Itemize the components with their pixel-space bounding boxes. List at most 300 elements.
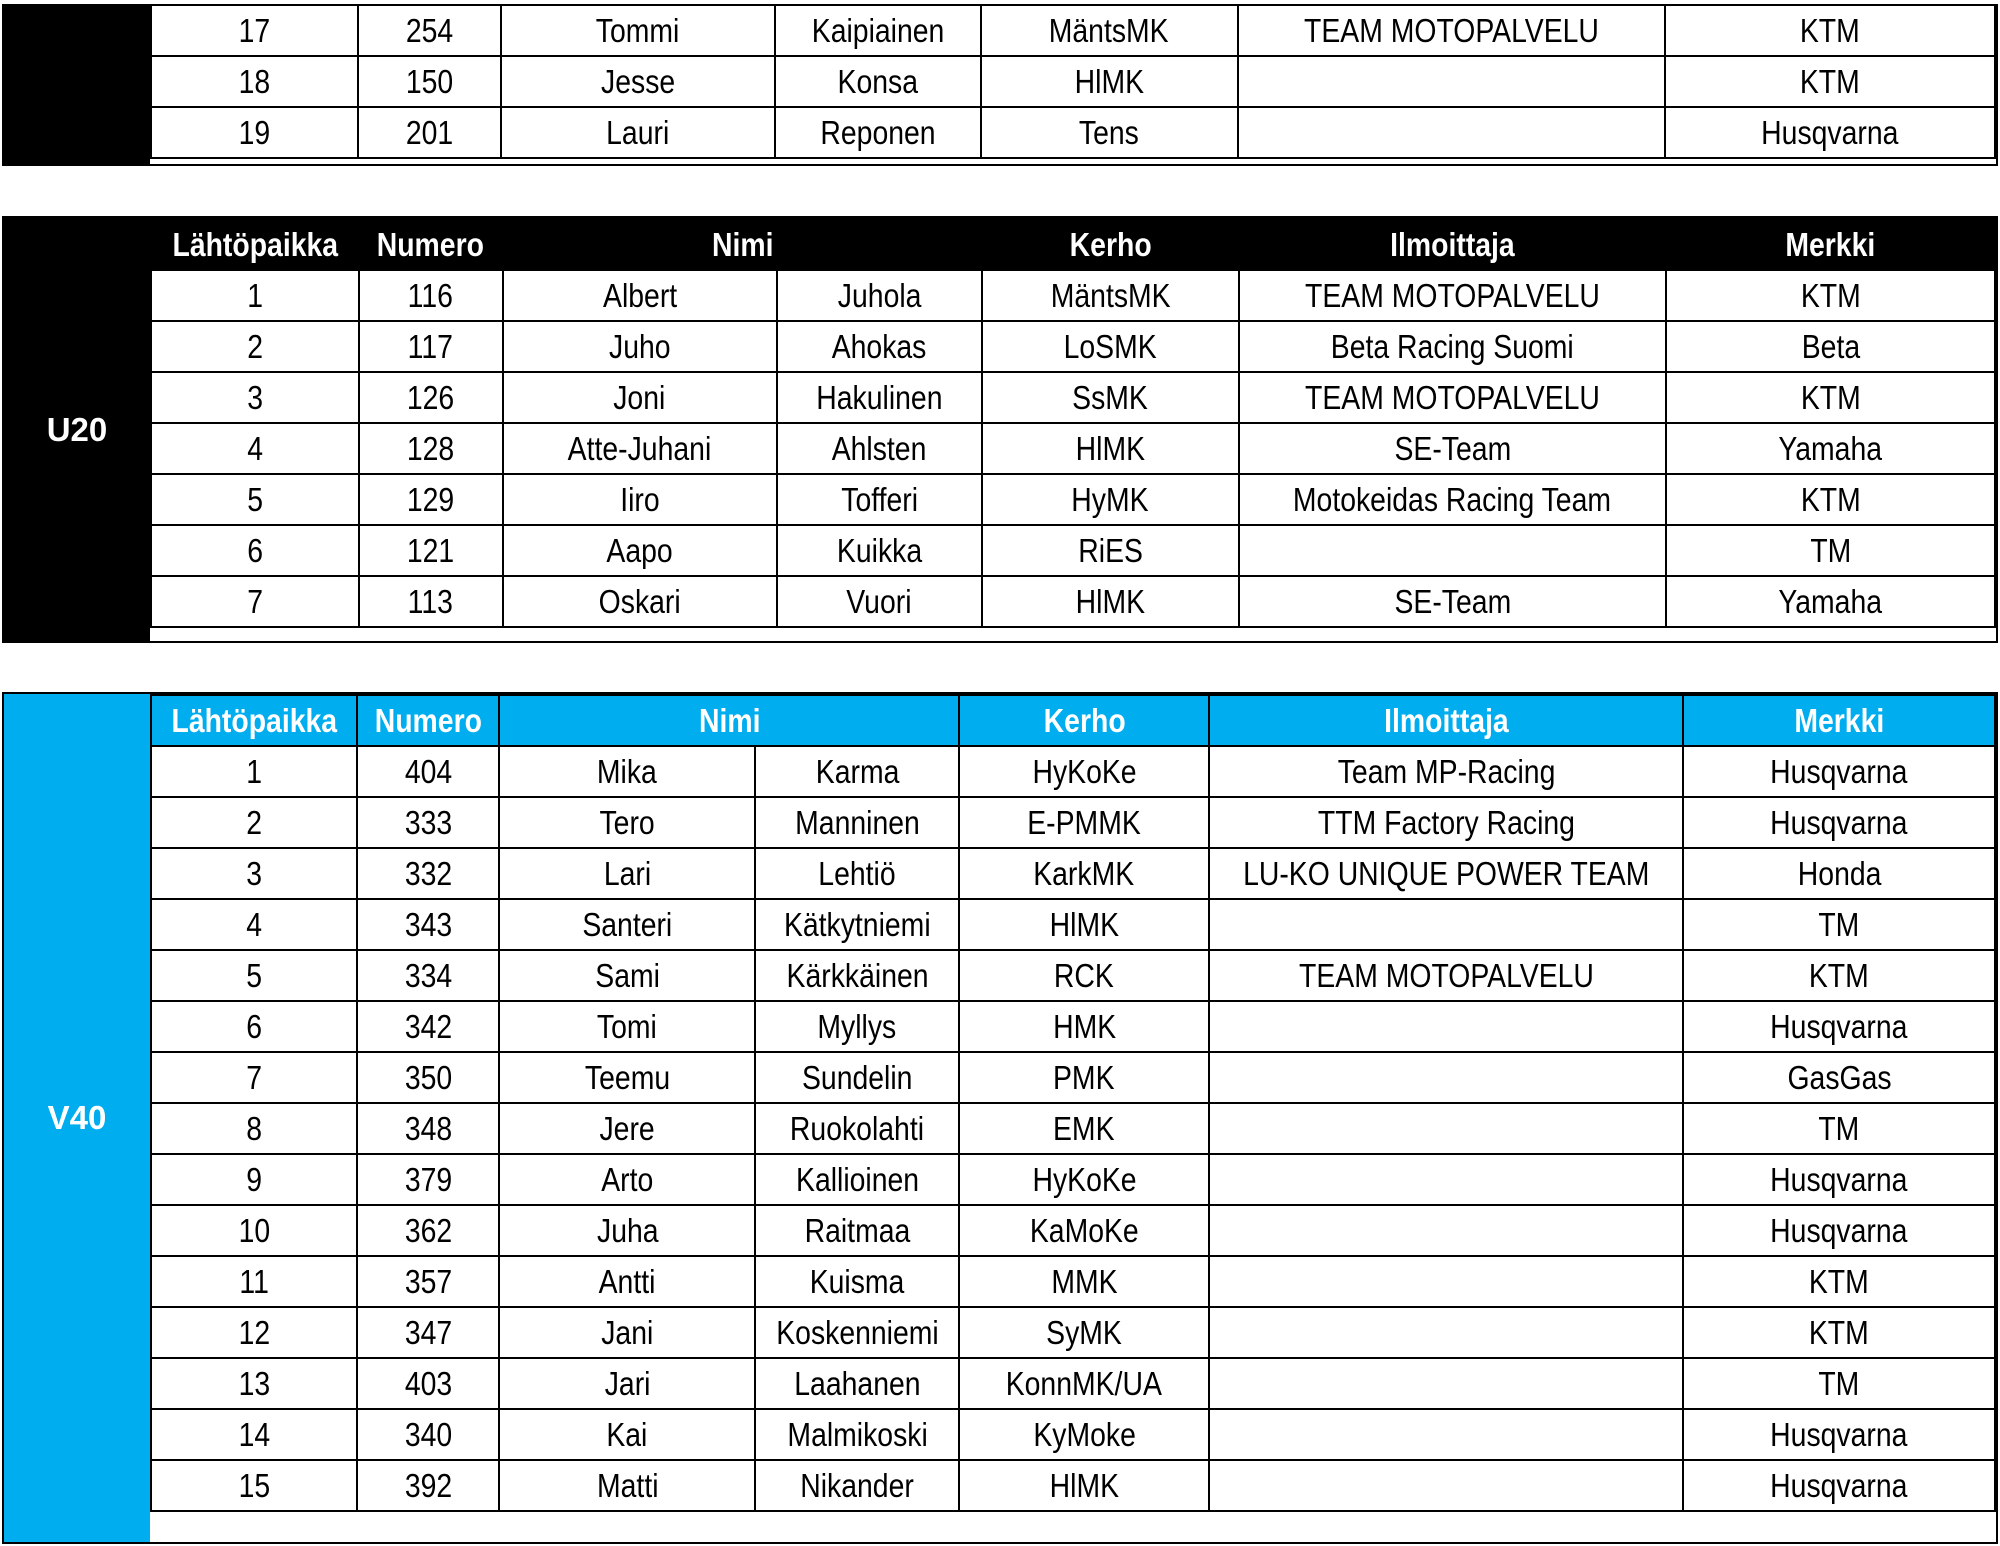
table-row bbox=[151, 5, 1995, 56]
brand-cell bbox=[1666, 423, 1995, 474]
entrant-cell-text: TEAM MOTOPALVELU bbox=[1303, 11, 1599, 49]
entrant-cell-text: LU-KO UNIQUE POWER TEAM bbox=[1242, 854, 1650, 892]
first-name-cell-text: Oskari bbox=[598, 582, 681, 620]
entrant-cell-text: TTM Factory Racing bbox=[1317, 803, 1575, 841]
start-position-cell bbox=[151, 1256, 357, 1307]
first-name-cell-text: Albert bbox=[602, 276, 677, 314]
table-row bbox=[151, 1052, 1995, 1103]
entrant-cell bbox=[1239, 576, 1666, 627]
first-name-cell bbox=[503, 270, 777, 321]
brand-cell bbox=[1683, 1154, 1995, 1205]
first-name-cell-text: Aapo bbox=[606, 531, 673, 569]
start-position-cell bbox=[151, 1460, 357, 1511]
club-cell-text: KarkMK bbox=[1033, 854, 1135, 892]
last-name-cell-text: Tofferi bbox=[840, 480, 918, 518]
last-name-cell-text: Sundelin bbox=[802, 1058, 913, 1096]
last-name-cell-text: Ahokas bbox=[831, 327, 927, 365]
first-name-cell-text: Tommi bbox=[596, 11, 680, 49]
last-name-cell-text: Hakulinen bbox=[816, 378, 943, 416]
club-cell bbox=[959, 746, 1208, 797]
entrant-cell bbox=[1209, 1358, 1683, 1409]
club-cell-text: RCK bbox=[1054, 956, 1115, 994]
brand-cell-text: Husqvarna bbox=[1770, 1466, 1908, 1504]
last-name-cell-text: Kallioinen bbox=[795, 1160, 919, 1198]
header-brand: Merkki bbox=[1666, 219, 1995, 270]
first-name-cell bbox=[503, 321, 777, 372]
rider-number-cell-text: 201 bbox=[405, 113, 454, 151]
rider-number-cell-text: 362 bbox=[404, 1211, 453, 1249]
start-position-cell-text: 17 bbox=[238, 11, 271, 49]
last-name-cell bbox=[755, 950, 959, 1001]
brand-cell bbox=[1665, 56, 1995, 107]
last-name-cell bbox=[777, 576, 982, 627]
u20-results-table bbox=[150, 218, 1996, 628]
first-name-cell-text: Jesse bbox=[600, 62, 676, 100]
rider-number-cell-text: 350 bbox=[404, 1058, 453, 1096]
club-cell bbox=[959, 899, 1208, 950]
table-row bbox=[151, 107, 1995, 158]
brand-cell bbox=[1683, 1205, 1995, 1256]
first-name-cell-text: Jani bbox=[601, 1313, 654, 1351]
club-cell bbox=[981, 56, 1238, 107]
brand-cell-text: Husqvarna bbox=[1770, 1160, 1908, 1198]
rider-number-cell bbox=[357, 1409, 499, 1460]
rider-number-cell-text: 332 bbox=[404, 854, 453, 892]
first-name-cell-text: Joni bbox=[613, 378, 666, 416]
club-cell-text: KonnMK/UA bbox=[1006, 1364, 1163, 1402]
last-name-cell-text: Kärkkäinen bbox=[786, 956, 929, 994]
last-name-cell bbox=[755, 746, 959, 797]
entrant-cell-text: Team MP-Racing bbox=[1337, 752, 1555, 790]
start-position-cell-text: 4 bbox=[246, 905, 263, 943]
entrant-cell-text: TEAM MOTOPALVELU bbox=[1304, 276, 1600, 314]
entrant-cell bbox=[1209, 1103, 1683, 1154]
first-name-cell bbox=[501, 107, 775, 158]
start-position-cell-text: 12 bbox=[238, 1313, 271, 1351]
brand-cell bbox=[1666, 321, 1995, 372]
brand-cell bbox=[1683, 1460, 1995, 1511]
brand-cell-text: TM bbox=[1810, 531, 1852, 569]
brand-cell-text: KTM bbox=[1800, 276, 1861, 314]
brand-cell-text: TM bbox=[1818, 905, 1860, 943]
last-name-cell-text: Lehtiö bbox=[818, 854, 896, 892]
rider-number-cell bbox=[357, 1205, 499, 1256]
first-name-cell bbox=[499, 1409, 755, 1460]
last-name-cell bbox=[755, 1460, 959, 1511]
first-name-cell bbox=[499, 1358, 755, 1409]
brand-cell-text: KTM bbox=[1800, 11, 1861, 49]
table-row bbox=[151, 270, 1995, 321]
brand-cell-text: Husqvarna bbox=[1761, 113, 1899, 151]
last-name-cell bbox=[755, 899, 959, 950]
club-cell-text: EMK bbox=[1053, 1109, 1115, 1147]
top-results-block bbox=[2, 4, 1998, 166]
entrant-cell bbox=[1209, 1256, 1683, 1307]
start-position-cell bbox=[151, 321, 359, 372]
start-position-cell-text: 3 bbox=[247, 378, 263, 416]
entrant-cell bbox=[1209, 899, 1683, 950]
table-row bbox=[151, 848, 1995, 899]
start-position-cell bbox=[151, 107, 358, 158]
first-name-cell bbox=[503, 372, 777, 423]
entrant-cell bbox=[1209, 848, 1683, 899]
club-cell bbox=[981, 5, 1238, 56]
entrant-cell bbox=[1209, 746, 1683, 797]
rider-number-cell-text: 343 bbox=[404, 905, 453, 943]
rider-number-cell bbox=[359, 372, 503, 423]
club-cell bbox=[959, 1256, 1208, 1307]
entrant-cell bbox=[1239, 372, 1666, 423]
start-position-cell-text: 4 bbox=[247, 429, 263, 467]
first-name-cell-text: Tero bbox=[599, 803, 655, 841]
rider-number-cell bbox=[358, 56, 501, 107]
last-name-cell-text: Myllys bbox=[817, 1007, 897, 1045]
brand-cell bbox=[1683, 797, 1995, 848]
brand-cell-text: KTM bbox=[1809, 1262, 1870, 1300]
last-name-cell bbox=[777, 321, 982, 372]
first-name-cell-text: Mika bbox=[597, 752, 658, 790]
first-name-cell bbox=[499, 797, 755, 848]
brand-cell bbox=[1683, 1307, 1995, 1358]
start-position-cell bbox=[151, 1205, 357, 1256]
start-position-cell-text: 10 bbox=[238, 1211, 271, 1249]
start-position-cell-text: 18 bbox=[238, 62, 271, 100]
brand-cell bbox=[1683, 848, 1995, 899]
last-name-cell-text: Kaipiainen bbox=[811, 11, 945, 49]
start-position-cell-text: 3 bbox=[246, 854, 263, 892]
club-cell bbox=[981, 107, 1238, 158]
club-cell bbox=[982, 474, 1239, 525]
club-cell bbox=[959, 1052, 1208, 1103]
start-position-cell-text: 1 bbox=[247, 276, 263, 314]
first-name-cell-text: Juho bbox=[608, 327, 671, 365]
brand-cell bbox=[1666, 372, 1995, 423]
club-cell-text: HyKoKe bbox=[1032, 752, 1137, 790]
start-position-cell bbox=[151, 1358, 357, 1409]
header-entrant: Ilmoittaja bbox=[1239, 219, 1666, 270]
entrant-cell bbox=[1239, 423, 1666, 474]
last-name-cell bbox=[775, 56, 981, 107]
table-row bbox=[151, 1001, 1995, 1052]
last-name-cell bbox=[777, 372, 982, 423]
entrant-cell bbox=[1239, 474, 1666, 525]
rider-number-cell bbox=[357, 899, 499, 950]
start-position-cell-text: 14 bbox=[238, 1415, 271, 1453]
last-name-cell bbox=[775, 5, 981, 56]
first-name-cell-text: Jari bbox=[604, 1364, 651, 1402]
u20-class-label: U20 bbox=[4, 218, 150, 641]
rider-number-cell-text: 334 bbox=[404, 956, 453, 994]
top-table-body bbox=[151, 5, 1995, 158]
brand-cell-text: Husqvarna bbox=[1770, 752, 1908, 790]
brand-cell-text: KTM bbox=[1800, 378, 1861, 416]
last-name-cell bbox=[755, 1358, 959, 1409]
last-name-cell-text: Reponen bbox=[820, 113, 936, 151]
start-position-cell bbox=[151, 746, 357, 797]
first-name-cell-text: Lari bbox=[603, 854, 651, 892]
first-name-cell bbox=[499, 746, 755, 797]
rider-number-cell bbox=[359, 474, 503, 525]
rider-number-cell-text: 117 bbox=[408, 327, 454, 365]
last-name-cell bbox=[755, 1409, 959, 1460]
table-row bbox=[151, 1460, 1995, 1511]
first-name-cell bbox=[499, 1307, 755, 1358]
brand-cell-text: Yamaha bbox=[1778, 429, 1883, 467]
start-position-cell bbox=[151, 525, 359, 576]
last-name-cell bbox=[755, 848, 959, 899]
rider-number-cell bbox=[357, 797, 499, 848]
first-name-cell bbox=[503, 525, 777, 576]
brand-cell-text: Husqvarna bbox=[1770, 1415, 1908, 1453]
start-position-cell-text: 9 bbox=[246, 1160, 263, 1198]
brand-cell-text: KTM bbox=[1800, 62, 1861, 100]
brand-cell bbox=[1683, 1052, 1995, 1103]
first-name-cell-text: Sami bbox=[594, 956, 660, 994]
last-name-cell bbox=[755, 1307, 959, 1358]
first-name-cell-text: Kai bbox=[606, 1415, 648, 1453]
first-name-cell-text: Lauri bbox=[606, 113, 670, 151]
club-cell-text: MäntsMK bbox=[1049, 11, 1170, 49]
last-name-cell-text: Raitmaa bbox=[804, 1211, 911, 1249]
club-cell bbox=[982, 270, 1239, 321]
last-name-cell bbox=[775, 107, 981, 158]
start-position-cell bbox=[151, 1001, 357, 1052]
first-name-cell bbox=[499, 899, 755, 950]
rider-number-cell-text: 347 bbox=[404, 1313, 453, 1351]
club-cell-text: HyMK bbox=[1071, 480, 1149, 518]
club-cell-text: HMK bbox=[1052, 1007, 1116, 1045]
rider-number-cell-text: 128 bbox=[407, 429, 455, 467]
top-block-side-label bbox=[4, 4, 150, 164]
brand-cell bbox=[1666, 576, 1995, 627]
club-cell bbox=[959, 848, 1208, 899]
first-name-cell bbox=[499, 1103, 755, 1154]
club-cell bbox=[959, 1154, 1208, 1205]
header-entrant: Ilmoittaja bbox=[1209, 695, 1683, 746]
brand-cell bbox=[1683, 1409, 1995, 1460]
start-position-cell-text: 5 bbox=[246, 956, 263, 994]
first-name-cell-text: Tomi bbox=[597, 1007, 658, 1045]
club-cell-text: HlMK bbox=[1049, 1466, 1119, 1504]
first-name-cell bbox=[499, 950, 755, 1001]
rider-number-cell bbox=[357, 1154, 499, 1205]
brand-cell-text: Husqvarna bbox=[1770, 803, 1908, 841]
last-name-cell-text: Vuori bbox=[846, 582, 912, 620]
first-name-cell bbox=[499, 1001, 755, 1052]
first-name-cell-text: Santeri bbox=[582, 905, 673, 943]
u20-header-row bbox=[151, 219, 1995, 270]
start-position-cell-text: 8 bbox=[246, 1109, 263, 1147]
first-name-cell bbox=[499, 1154, 755, 1205]
entrant-cell-text: SE-Team bbox=[1394, 582, 1511, 620]
last-name-cell-text: Kätkytniemi bbox=[783, 905, 931, 943]
brand-cell bbox=[1666, 474, 1995, 525]
start-position-cell-text: 11 bbox=[239, 1262, 269, 1300]
table-row bbox=[151, 423, 1995, 474]
rider-number-cell bbox=[357, 1307, 499, 1358]
club-cell-text: HlMK bbox=[1049, 905, 1119, 943]
last-name-cell-text: Kuikka bbox=[836, 531, 922, 569]
start-position-cell bbox=[151, 950, 357, 1001]
club-cell bbox=[959, 1103, 1208, 1154]
brand-cell bbox=[1683, 950, 1995, 1001]
club-cell-text: HlMK bbox=[1075, 582, 1146, 620]
brand-cell bbox=[1666, 525, 1995, 576]
last-name-cell-text: Nikander bbox=[800, 1466, 915, 1504]
brand-cell-text: KTM bbox=[1809, 1313, 1870, 1351]
first-name-cell bbox=[503, 474, 777, 525]
table-row bbox=[151, 1205, 1995, 1256]
start-position-cell bbox=[151, 848, 357, 899]
last-name-cell-text: Laahanen bbox=[794, 1364, 921, 1402]
first-name-cell-text: Arto bbox=[601, 1160, 654, 1198]
club-cell bbox=[959, 1409, 1208, 1460]
last-name-cell bbox=[777, 525, 982, 576]
club-cell-text: HlMK bbox=[1075, 429, 1146, 467]
rider-number-cell-text: 357 bbox=[404, 1262, 453, 1300]
rider-number-cell-text: 254 bbox=[405, 11, 454, 49]
start-position-cell bbox=[151, 1307, 357, 1358]
entrant-cell bbox=[1209, 1052, 1683, 1103]
rider-number-cell bbox=[357, 1256, 499, 1307]
table-row bbox=[151, 746, 1995, 797]
first-name-cell-text: Iiro bbox=[619, 480, 660, 518]
brand-cell bbox=[1683, 1001, 1995, 1052]
rider-number-cell bbox=[357, 950, 499, 1001]
entrant-cell bbox=[1239, 321, 1666, 372]
brand-cell-text: Husqvarna bbox=[1770, 1211, 1908, 1249]
club-cell bbox=[959, 1358, 1208, 1409]
v40-table-body bbox=[151, 746, 1995, 1511]
v40-class-block bbox=[2, 692, 1998, 1544]
v40-class-label: V40 bbox=[4, 694, 150, 1542]
rider-number-cell bbox=[357, 1052, 499, 1103]
start-position-cell-text: 6 bbox=[246, 1007, 263, 1045]
rider-number-cell-text: 150 bbox=[405, 62, 454, 100]
table-row bbox=[151, 56, 1995, 107]
start-position-cell bbox=[151, 1154, 357, 1205]
start-position-cell bbox=[151, 899, 357, 950]
club-cell-text: Tens bbox=[1079, 113, 1140, 151]
entrant-cell bbox=[1238, 56, 1665, 107]
last-name-cell bbox=[777, 270, 982, 321]
rider-number-cell bbox=[359, 576, 503, 627]
start-position-cell bbox=[151, 1103, 357, 1154]
start-position-cell bbox=[151, 270, 359, 321]
brand-cell-text: Yamaha bbox=[1778, 582, 1883, 620]
rider-number-cell-text: 392 bbox=[404, 1466, 453, 1504]
last-name-cell-text: Malmikoski bbox=[787, 1415, 928, 1453]
brand-cell bbox=[1683, 1256, 1995, 1307]
brand-cell bbox=[1683, 1103, 1995, 1154]
entrant-cell-text: SE-Team bbox=[1394, 429, 1511, 467]
last-name-cell bbox=[755, 1256, 959, 1307]
start-position-cell bbox=[151, 372, 359, 423]
last-name-cell-text: Ruokolahti bbox=[790, 1109, 925, 1147]
first-name-cell-text: Teemu bbox=[584, 1058, 670, 1096]
first-name-cell-text: Matti bbox=[596, 1466, 659, 1504]
rider-number-cell-text: 404 bbox=[404, 752, 453, 790]
rider-number-cell-text: 342 bbox=[404, 1007, 453, 1045]
rider-number-cell bbox=[359, 270, 503, 321]
last-name-cell-text: Juhola bbox=[837, 276, 922, 314]
club-cell-text: MäntsMK bbox=[1050, 276, 1171, 314]
club-cell-text: KyMoke bbox=[1032, 1415, 1136, 1453]
header-start-position: Lähtöpaikka bbox=[151, 219, 359, 270]
club-cell-text: PMK bbox=[1053, 1058, 1115, 1096]
brand-cell bbox=[1665, 5, 1995, 56]
brand-cell-text: Beta bbox=[1801, 327, 1860, 365]
table-row bbox=[151, 1103, 1995, 1154]
table-row bbox=[151, 1307, 1995, 1358]
header-brand: Merkki bbox=[1683, 695, 1995, 746]
entrant-cell-text: TEAM MOTOPALVELU bbox=[1304, 378, 1600, 416]
entrant-cell bbox=[1209, 950, 1683, 1001]
rider-number-cell bbox=[358, 107, 501, 158]
last-name-cell-text: Konsa bbox=[837, 62, 918, 100]
last-name-cell bbox=[755, 1154, 959, 1205]
club-cell-text: RiES bbox=[1078, 531, 1143, 569]
table-row bbox=[151, 1409, 1995, 1460]
start-position-cell bbox=[151, 1409, 357, 1460]
entrant-cell bbox=[1238, 107, 1665, 158]
club-cell-text: MMK bbox=[1051, 1262, 1118, 1300]
last-name-cell bbox=[755, 1205, 959, 1256]
start-position-cell-text: 7 bbox=[247, 582, 263, 620]
rider-number-cell-text: 113 bbox=[408, 582, 454, 620]
last-name-cell bbox=[755, 1052, 959, 1103]
rider-number-cell-text: 129 bbox=[407, 480, 455, 518]
table-row bbox=[151, 1358, 1995, 1409]
brand-cell bbox=[1683, 1358, 1995, 1409]
club-cell bbox=[982, 423, 1239, 474]
rider-number-cell-text: 348 bbox=[404, 1109, 453, 1147]
club-cell bbox=[982, 525, 1239, 576]
first-name-cell-text: Antti bbox=[598, 1262, 656, 1300]
last-name-cell bbox=[755, 797, 959, 848]
entrant-cell bbox=[1209, 1460, 1683, 1511]
brand-cell bbox=[1665, 107, 1995, 158]
start-position-cell-text: 7 bbox=[246, 1058, 263, 1096]
last-name-cell-text: Koskenniemi bbox=[776, 1313, 939, 1351]
club-cell bbox=[959, 1307, 1208, 1358]
table-row bbox=[151, 899, 1995, 950]
start-position-cell-text: 15 bbox=[238, 1466, 271, 1504]
first-name-cell bbox=[499, 1052, 755, 1103]
start-position-cell-text: 6 bbox=[247, 531, 263, 569]
brand-cell-text: KTM bbox=[1809, 956, 1870, 994]
first-name-cell bbox=[499, 848, 755, 899]
table-row bbox=[151, 372, 1995, 423]
club-cell bbox=[959, 950, 1208, 1001]
entrant-cell bbox=[1209, 797, 1683, 848]
last-name-cell-text: Karma bbox=[815, 752, 900, 790]
start-position-cell bbox=[151, 1052, 357, 1103]
start-position-cell bbox=[151, 56, 358, 107]
header-number: Numero bbox=[357, 695, 499, 746]
rider-number-cell bbox=[358, 5, 501, 56]
club-cell bbox=[959, 1460, 1208, 1511]
table-row bbox=[151, 950, 1995, 1001]
first-name-cell bbox=[499, 1256, 755, 1307]
table-row bbox=[151, 797, 1995, 848]
rider-number-cell bbox=[357, 1103, 499, 1154]
club-cell-text: KaMoKe bbox=[1029, 1211, 1139, 1249]
table-row bbox=[151, 474, 1995, 525]
last-name-cell bbox=[777, 474, 982, 525]
brand-cell bbox=[1666, 270, 1995, 321]
entrant-cell bbox=[1209, 1409, 1683, 1460]
